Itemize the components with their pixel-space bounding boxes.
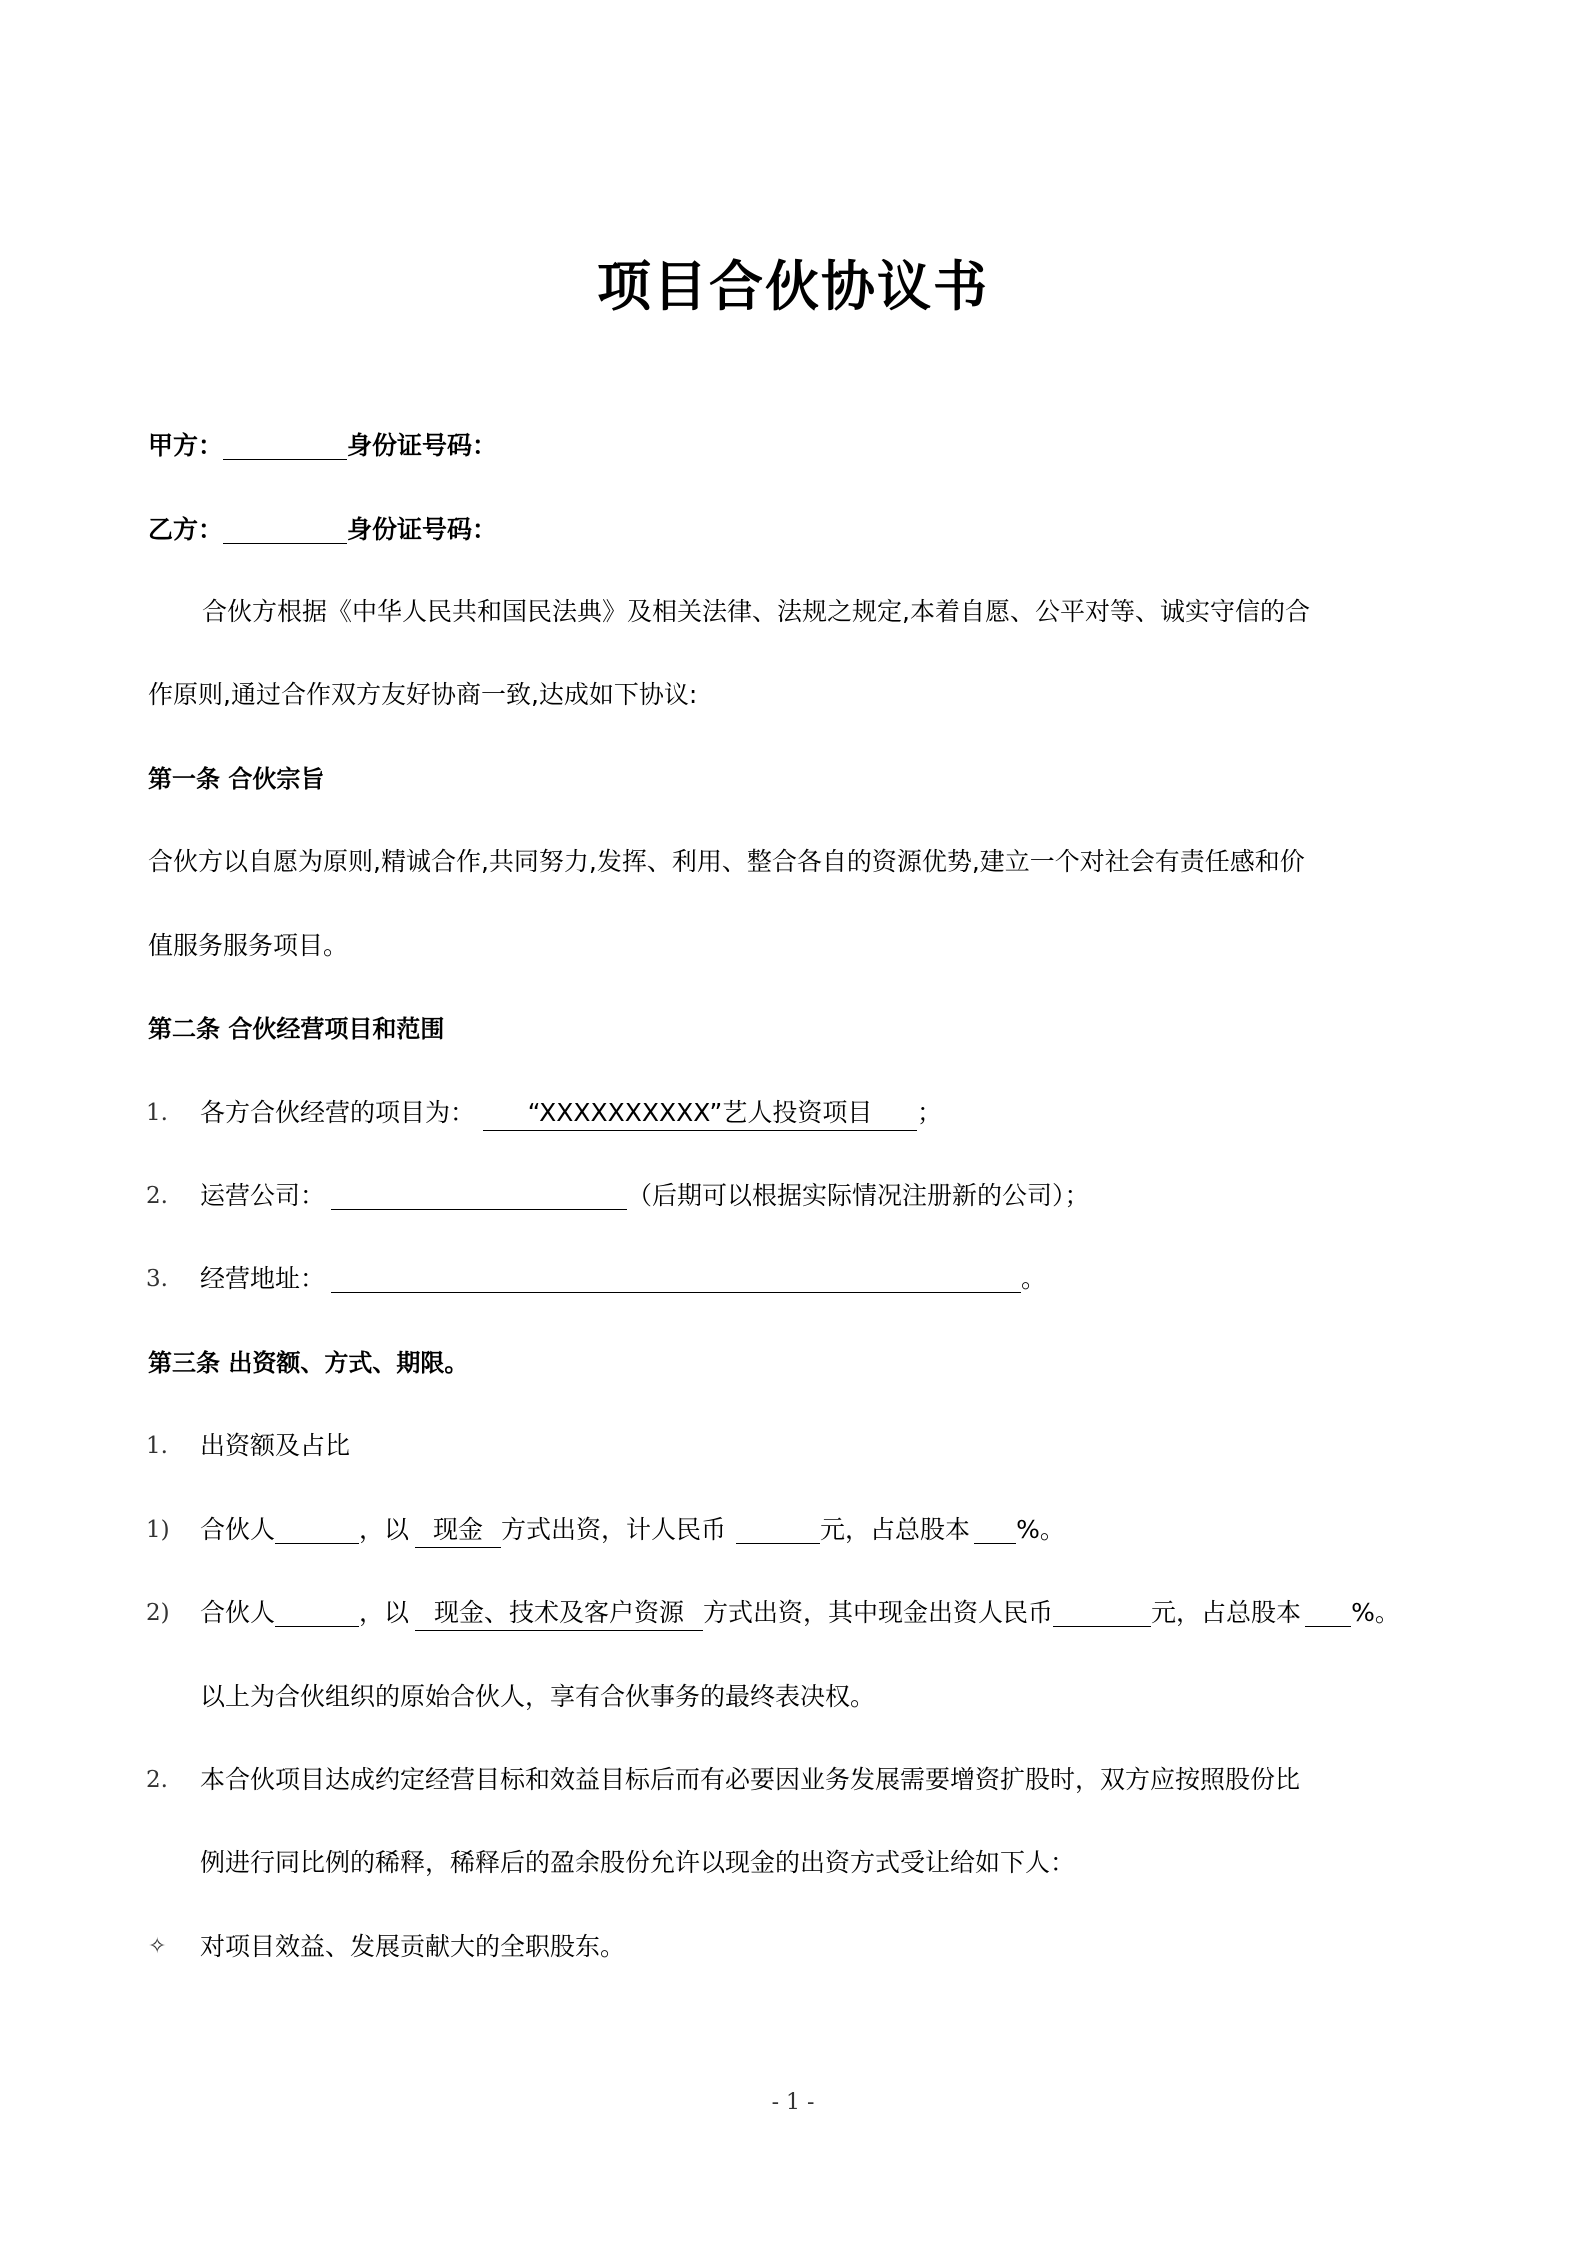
preamble-line-1: 合伙方根据《中华人民共和国民法典》及相关法律、法规之规定,本着自愿、公平对等、诚实守信的合 [202,597,1310,626]
contribution-method-1: 现金 [415,1513,501,1548]
business-address-label: 经营地址： [200,1264,326,1293]
contribution-by-2: ，以 [359,1598,410,1627]
article-3-item-1: 出资额及占比 [200,1431,351,1460]
business-address-tail: 。 [1021,1264,1047,1293]
party-b-id-label: 身份证号码： [347,515,498,544]
article-2-heading: 第二条 合伙经营项目和范围 [148,1015,445,1043]
article-3-sub-2 [200,1593,1400,1633]
share-percent-blank-1 [974,1513,1016,1544]
article-3-sub-1 [200,1510,1065,1550]
article-1-text-1: 合伙方以自愿为原则,精诚合作,共同努力,发挥、利用、整合各自的资源优势,建立一个对社会有责任感和价 [148,847,1305,876]
article-2-item-1 [200,1093,942,1133]
partner-label-1: 合伙人 [200,1515,276,1544]
article-2-item-2 [200,1176,1090,1216]
article-2-item-2-number: 2. [146,1183,168,1209]
article-3-item-2-text-2: 例进行同比例的稀释，稀释后的盈余股份允许以现金的出资方式受让给如下人： [200,1848,1076,1877]
bullet-item-1: 对项目效益、发展贡献大的全职股东。 [200,1932,626,1961]
article-3-sub-2-number: 2) [146,1600,170,1626]
share-suffix-2: %。 [1351,1598,1400,1627]
party-a-label: 甲方： [148,431,224,460]
project-label: 各方合伙经营的项目为： [200,1098,476,1127]
partner-name-blank-2 [275,1596,359,1627]
cash-contribution-blank-2 [1053,1596,1151,1627]
party-a-id-label: 身份证号码： [347,431,498,460]
contribution-method-2: 现金、技术及客户资源 [415,1596,703,1631]
article-2-item-1-number: 1. [146,1100,168,1126]
article-3-item-2-text-1: 本合伙项目达成约定经营目标和效益目标后而有必要因业务发展需要增资扩股时，双方应按照股份比 [200,1765,1301,1794]
document-title: 项目合伙协议书 [597,255,989,318]
party-a-name-blank [223,429,347,460]
article-1-heading: 第一条 合伙宗旨 [148,765,325,793]
project-name-value: “XXXXXXXXXX”艺人投资项目 [483,1096,917,1131]
partner-label-2: 合伙人 [200,1598,276,1627]
cash-contribution-label-2: 方式出资，其中现金出资人民币 [703,1598,1054,1627]
contribution-by-1: ，以 [359,1515,410,1544]
share-label-1: 元，占总股本 [820,1515,971,1544]
contribution-amount-blank-1 [736,1513,820,1544]
article-3-item-1-number: 1. [146,1433,168,1459]
share-label-2: 元，占总股本 [1151,1598,1302,1627]
party-b-name-blank [223,513,347,544]
article-3-item-2-number: 2. [146,1767,168,1793]
original-partners-note: 以上为合伙组织的原始合伙人，享有合伙事务的最终表决权。 [200,1682,876,1711]
bullet-star-icon: ✧ [148,1934,167,1959]
article-1-text-2: 值服务服务项目。 [148,931,349,960]
party-b-label: 乙方： [148,515,224,544]
contribution-amount-label-1: 方式出资，计人民币 [501,1515,727,1544]
operating-company-note: （后期可以根据实际情况注册新的公司）； [627,1181,1090,1210]
project-tail: ； [917,1098,943,1127]
page-number: - 1 - [771,2090,815,2115]
article-3-sub-1-number: 1) [146,1517,170,1543]
operating-company-label: 运营公司： [200,1181,326,1210]
partner-name-blank-1 [275,1513,359,1544]
operating-company-blank [331,1179,627,1210]
party-a-line [148,426,497,466]
article-3-heading: 第三条 出资额、方式、期限。 [148,1349,469,1377]
share-suffix-1: %。 [1016,1515,1065,1544]
party-b-line [148,510,497,550]
article-2-item-3 [200,1259,1046,1299]
preamble-line-2: 作原则,通过合作双方友好协商一致,达成如下协议: [148,680,698,709]
share-percent-blank-2 [1305,1596,1351,1627]
business-address-blank [331,1262,1021,1293]
article-2-item-3-number: 3. [146,1266,168,1292]
